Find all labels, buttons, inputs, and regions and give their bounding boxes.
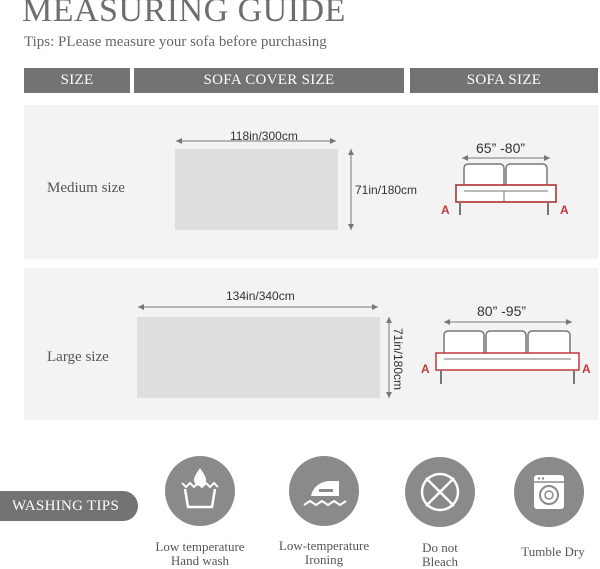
page-subtitle: Tips: PLease measure your sofa before purchasing (24, 34, 327, 50)
large-cover-width: 134in/340cm (226, 289, 295, 303)
large-sofa-marker-right: A (582, 362, 591, 376)
column-header-size: SIZE (24, 68, 130, 93)
iron-icon (289, 456, 359, 526)
large-sofa-range: 80” -95” (477, 303, 527, 319)
no-bleach-icon (405, 457, 475, 527)
no-bleach-label-1: Do not (422, 540, 458, 555)
large-cover-height: 71in/180cm (391, 327, 406, 391)
medium-cover-height: 71in/180cm (355, 183, 418, 197)
hand-wash-circle (165, 456, 235, 526)
medium-sofa-range: 65” -80” (476, 140, 526, 156)
column-header-sofa-size: SOFA SIZE (410, 68, 598, 93)
large-sofa-icon (426, 318, 591, 393)
medium-size-label: Medium size (47, 180, 125, 196)
medium-cover-width: 118in/300cm (230, 129, 298, 143)
large-cover-diagram (132, 295, 422, 405)
tumble-dry-label: Tumble Dry (521, 544, 585, 559)
hand-wash-icon (165, 456, 235, 526)
no-bleach-circle (405, 457, 475, 527)
page-title: MEASURING GUIDE (22, 0, 346, 29)
large-cover-rect (137, 317, 380, 398)
hand-wash-label-2: Hand wash (170, 553, 230, 568)
tumble-dry-circle (514, 457, 584, 527)
large-size-label: Large size (47, 349, 109, 365)
washing-tips-badge: WASHING TIPS (0, 491, 138, 521)
column-header-cover-size: SOFA COVER SIZE (134, 68, 404, 93)
medium-sofa-icon (436, 155, 576, 225)
no-bleach-label-2: Bleach (421, 554, 459, 569)
hand-wash-label-1: Low temperature (155, 539, 245, 554)
medium-sofa-marker-left: A (441, 203, 450, 217)
iron-label-1: Low-temperature (278, 538, 370, 553)
iron-label-2: Ironing (304, 552, 344, 567)
tumble-dry-icon (514, 457, 584, 527)
iron-circle (289, 456, 359, 526)
medium-sofa-marker-right: A (560, 203, 569, 217)
medium-cover-rect (175, 149, 338, 230)
large-sofa-marker-left: A (421, 362, 430, 376)
